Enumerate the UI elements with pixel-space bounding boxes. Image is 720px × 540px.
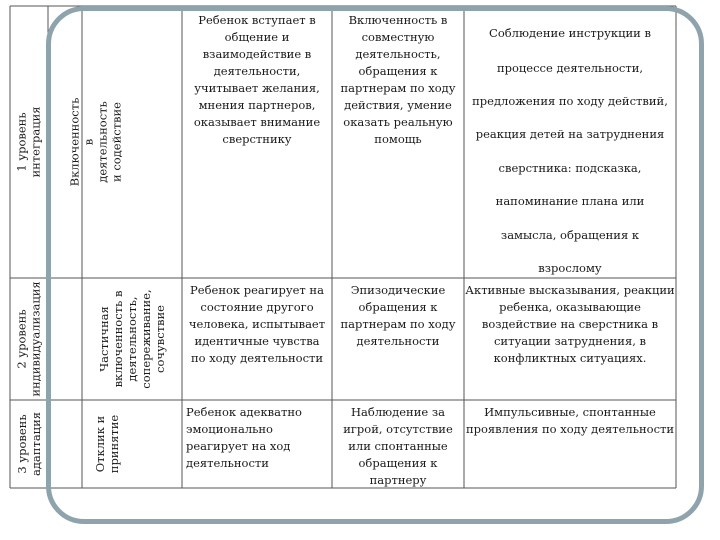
row1-line: сверстника: подсказка, <box>498 161 642 175</box>
row1-child-behavior: Ребенок вступает в общение и взаимодействие в деятельности, учитывает желания, мнения партнеров, оказывает внимание сверстнику <box>193 13 321 146</box>
level-1-label: 1 уровень интеграция <box>15 106 43 178</box>
row2-child-behavior: Ребенок реагирует на состояние другого человека, испытывает идентичные чувства по ходу деятельности <box>188 283 326 365</box>
row1-line: Соблюдение инструкции в <box>489 26 651 40</box>
row3-reactions: Импульсивные, спонтанные проявления по ходу деятельности <box>465 405 675 436</box>
sublevel-1-label: Включенность в деятельность и содействие <box>67 97 123 187</box>
level-2-label: 2 уровень индивидуализация <box>15 281 43 397</box>
row1-line: реакция детей на затруднения <box>475 127 665 141</box>
row1-instruction-text <box>464 6 676 278</box>
row1-line: процессе деятельности, <box>496 61 644 75</box>
row1-line: напоминание плана или <box>495 194 645 208</box>
row3-child-behavior: Ребенок адекватно эмоционально реагирует на ход деятельности <box>186 405 302 470</box>
level-3-label: 3 уровень адаптация <box>15 412 43 476</box>
row1-involvement: Включенность в совместную деятельность, обращения к партнерам по ходу действия, умение оказать реальную помощь <box>340 13 456 146</box>
row1-line: замысла, обращения к <box>500 228 640 242</box>
row2-reactions: Активные высказывания, реакции ребенка, оказывающие воздействие на сверстника в ситуации затруднения, в конфликтных ситуациях. <box>465 283 675 365</box>
row2-involvement: Эпизодические обращения к партнерам по ходу деятельности <box>340 283 456 348</box>
sublevel-2-label: Частичная включенность в деятельность, сопереживание, сочувствие <box>97 289 167 389</box>
row1-line: предложения по ходу действий, <box>472 94 668 108</box>
sublevel-3-label: Отклик и принятие <box>93 414 122 474</box>
row3-involvement: Наблюдение за игрой, отсутствие или спонтанные обращения к партнеру <box>343 405 453 487</box>
row1-line: взрослому <box>538 261 602 275</box>
